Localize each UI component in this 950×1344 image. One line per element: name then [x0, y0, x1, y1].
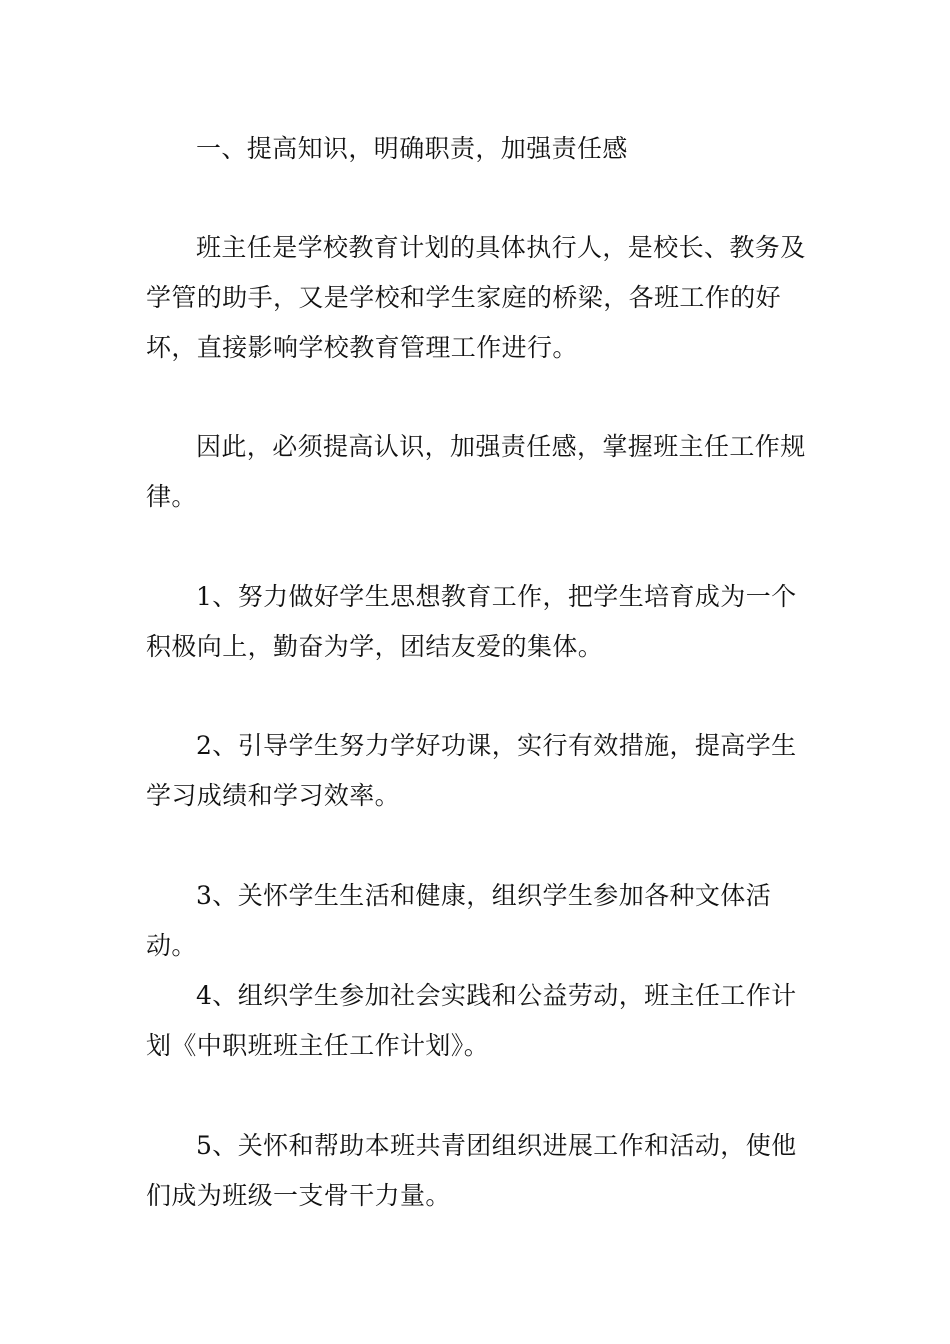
paragraph-class-teacher-role: 班主任是学校教育计划的具体执行人，是校长、教务及学管的助手，又是学校和学生家庭的桥梁，各班工作的好坏，直接影响学校教育管理工作进行。 — [146, 233, 806, 362]
list-item-health-activities: 3、关怀学生生活和健康，组织学生参加各种文体活动。 — [146, 881, 772, 960]
list-item-ideological-education: 1、努力做好学生思想教育工作，把学生培育成为一个积极向上，勤奋为学，团结友爱的集体。 — [146, 582, 797, 661]
paragraph-responsibility: 因此，必须提高认识，加强责任感，掌握班主任工作规律。 — [146, 432, 806, 511]
list-item-social-practice: 4、组织学生参加社会实践和公益劳动，班主任工作计划《中职班班主任工作计划》。 — [146, 981, 797, 1060]
list-item-study-guidance: 2、引导学生努力学好功课，实行有效措施，提高学生学习成绩和学习效率。 — [146, 731, 797, 810]
section-heading: 一、提高知识，明确职责，加强责任感 — [196, 134, 628, 163]
list-item-youth-league: 5、关怀和帮助本班共青团组织进展工作和活动，使他们成为班级一支骨干力量。 — [146, 1131, 797, 1210]
